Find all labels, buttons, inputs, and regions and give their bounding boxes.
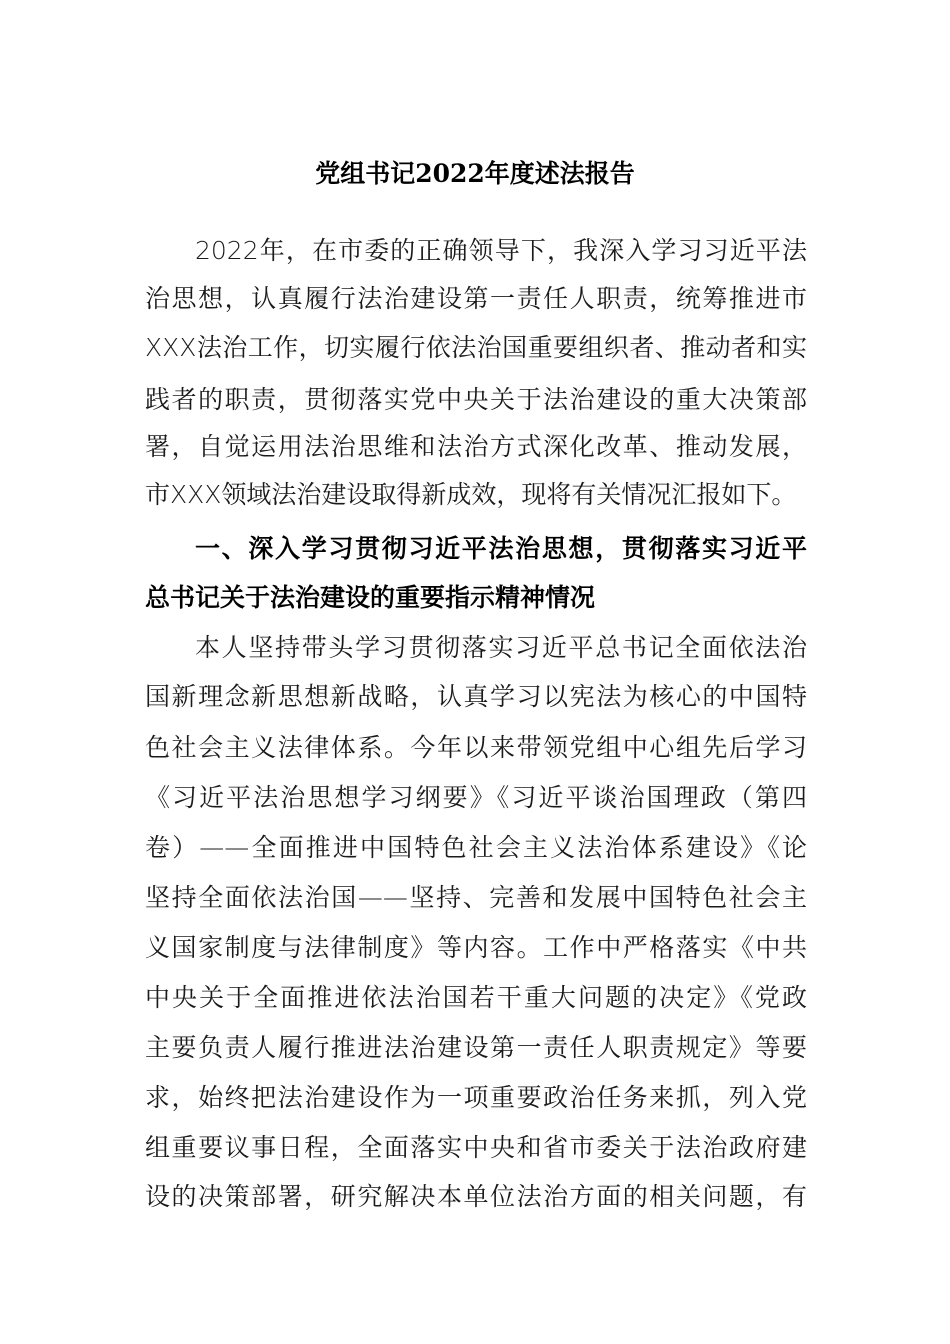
paragraph-1-line-4: 践者的职责，贯彻落实党中央关于法治建设的重大决策部	[145, 385, 807, 414]
document-title: 党组书记2022年度述法报告	[315, 159, 635, 188]
paragraph-2-line-2: 国新理念新思想新战略，认真学习以宪法为核心的中国特	[145, 682, 807, 711]
section-heading-1-line-2: 总书记关于法治建设的重要指示精神情况	[145, 583, 596, 612]
paragraph-2-line-11: 组重要议事日程，全面落实中央和省市委关于法治政府建	[145, 1133, 807, 1162]
paragraph-2-line-3: 色社会主义法律体系。今年以来带领党组中心组先后学习	[145, 733, 807, 762]
paragraph-2-line-6: 坚持全面依法治国——坚持、完善和发展中国特色社会主	[145, 883, 807, 912]
paragraph-1-line-1: 2022年，在市委的正确领导下，我深入学习习近平法	[195, 236, 807, 265]
paragraph-1-line-6: 市XXX领域法治建设取得新成效，现将有关情况汇报如下。	[145, 480, 797, 509]
paragraph-2-line-5: 卷）——全面推进中国特色社会主义法治体系建设》《论	[145, 833, 807, 862]
section-heading-1-line-1: 一、深入学习贯彻习近平法治思想，贯彻落实习近平	[195, 534, 807, 563]
paragraph-2-line-12: 设的决策部署，研究解决本单位法治方面的相关问题，有	[145, 1182, 807, 1211]
paragraph-2-line-9: 主要负责人履行推进法治建设第一责任人职责规定》等要	[145, 1033, 807, 1062]
paragraph-1-line-2: 治思想，认真履行法治建设第一责任人职责，统筹推进市	[145, 284, 807, 313]
paragraph-2-line-8: 中央关于全面推进依法治国若干重大问题的决定》《党政	[145, 983, 807, 1012]
paragraph-2-line-1: 本人坚持带头学习贯彻落实习近平总书记全面依法治	[195, 633, 807, 662]
paragraph-1-line-3: XXX法治工作，切实履行依法治国重要组织者、推动者和实	[145, 333, 807, 362]
paragraph-2-line-10: 求，始终把法治建设作为一项重要政治任务来抓，列入党	[145, 1083, 807, 1112]
paragraph-2-line-4: 《习近平法治思想学习纲要》《习近平谈治国理政（第四	[145, 783, 807, 812]
paragraph-2-line-7: 义国家制度与法律制度》等内容。工作中严格落实《中共	[145, 933, 807, 962]
paragraph-1-line-5: 署，自觉运用法治思维和法治方式深化改革、推动发展，	[145, 432, 807, 461]
